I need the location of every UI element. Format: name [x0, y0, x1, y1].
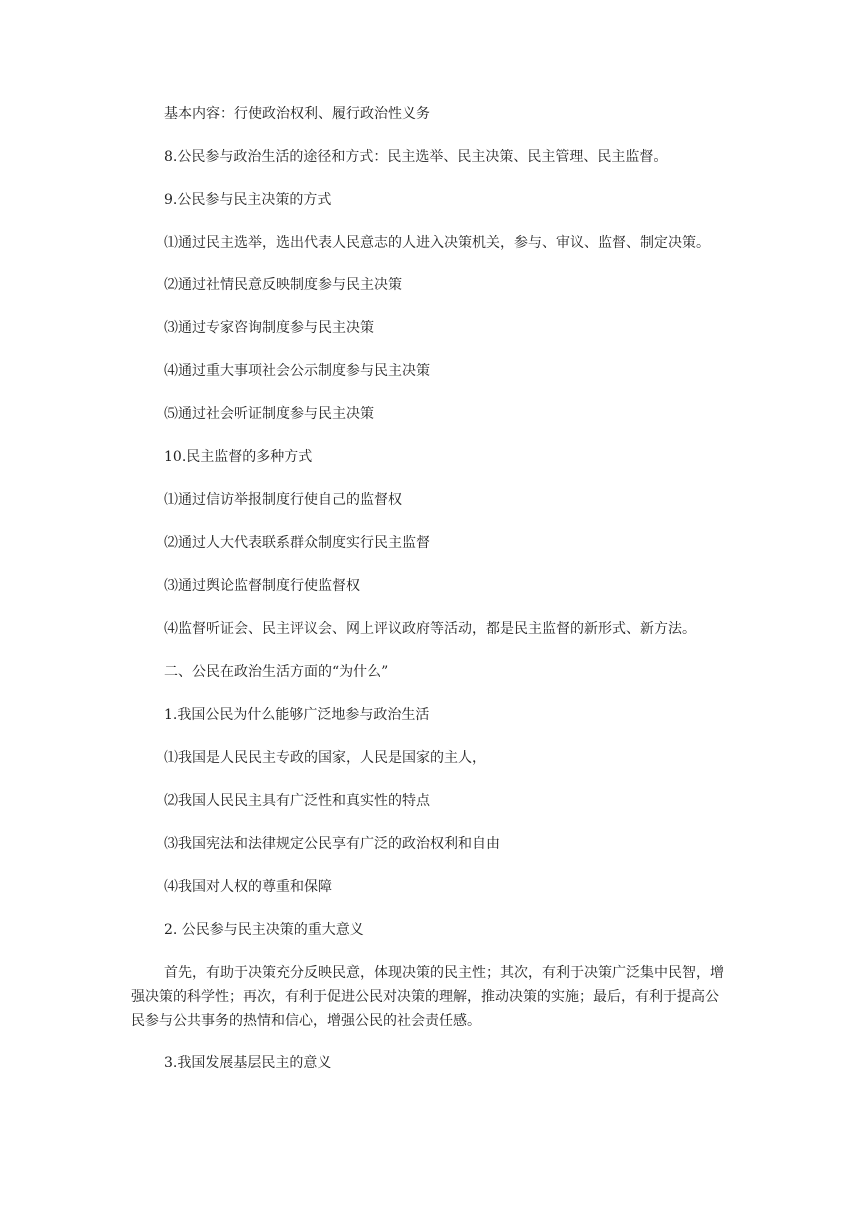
list-item-why-2: ⑵我国人民民主具有广泛性和真实性的特点	[164, 793, 430, 809]
list-item-why-1: ⑴我国是人民民主专政的国家，人民是国家的主人，	[164, 750, 486, 766]
heading-decision-methods: 9.公民参与民主决策的方式	[164, 192, 332, 208]
list-item-why-4: ⑷我国对人权的尊重和保障	[164, 879, 332, 895]
list-item-decision-1: ⑴通过民主选举，选出代表人民意志的人进入决策机关，参与、审议、监督、制定决策。	[164, 235, 710, 251]
paragraph-participation-channels: 8.公民参与政治生活的途径和方式：民主选举、民主决策、民主管理、民主监督。	[164, 149, 668, 165]
list-item-supervision-2: ⑵通过人大代表联系群众制度实行民主监督	[164, 535, 430, 551]
list-item-supervision-4: ⑷监督听证会、民主评议会、网上评议政府等活动，都是民主监督的新形式、新方法。	[164, 621, 696, 637]
heading-decision-significance: 2. 公民参与民主决策的重大意义	[164, 922, 364, 938]
heading-grassroots-democracy: 3.我国发展基层民主的意义	[164, 1055, 332, 1071]
paragraph-decision-significance: 首先，有助于决策充分反映民意，体现决策的民主性；其次，有利于决策广泛集中民智，增强决策的科学性；再次，有利于促进公民对决策的理解，推动决策的实施；最后，有利于提高公民参与公共事务的热情和信心，增强公民的社会责任感。	[131, 965, 724, 1029]
list-item-decision-3: ⑶通过专家咨询制度参与民主决策	[164, 320, 374, 336]
list-item-decision-4: ⑷通过重大事项社会公示制度参与民主决策	[164, 363, 430, 379]
list-item-decision-5: ⑸通过社会听证制度参与民主决策	[164, 406, 374, 422]
list-item-supervision-1: ⑴通过信访举报制度行使自己的监督权	[164, 492, 402, 508]
heading-supervision-methods: 10.民主监督的多种方式	[164, 449, 313, 465]
list-item-why-3: ⑶我国宪法和法律规定公民享有广泛的政治权利和自由	[164, 836, 500, 852]
list-item-decision-2: ⑵通过社情民意反映制度参与民主决策	[164, 277, 402, 293]
document-body	[131, 102, 731, 1094]
paragraph-basic-content: 基本内容：行使政治权利、履行政治性义务	[164, 106, 430, 122]
list-item-supervision-3: ⑶通过舆论监督制度行使监督权	[164, 578, 360, 594]
heading-why-participate: 1.我国公民为什么能够广泛地参与政治生活	[164, 707, 430, 723]
section-heading-why: 二、公民在政治生活方面的“为什么”	[164, 664, 389, 680]
